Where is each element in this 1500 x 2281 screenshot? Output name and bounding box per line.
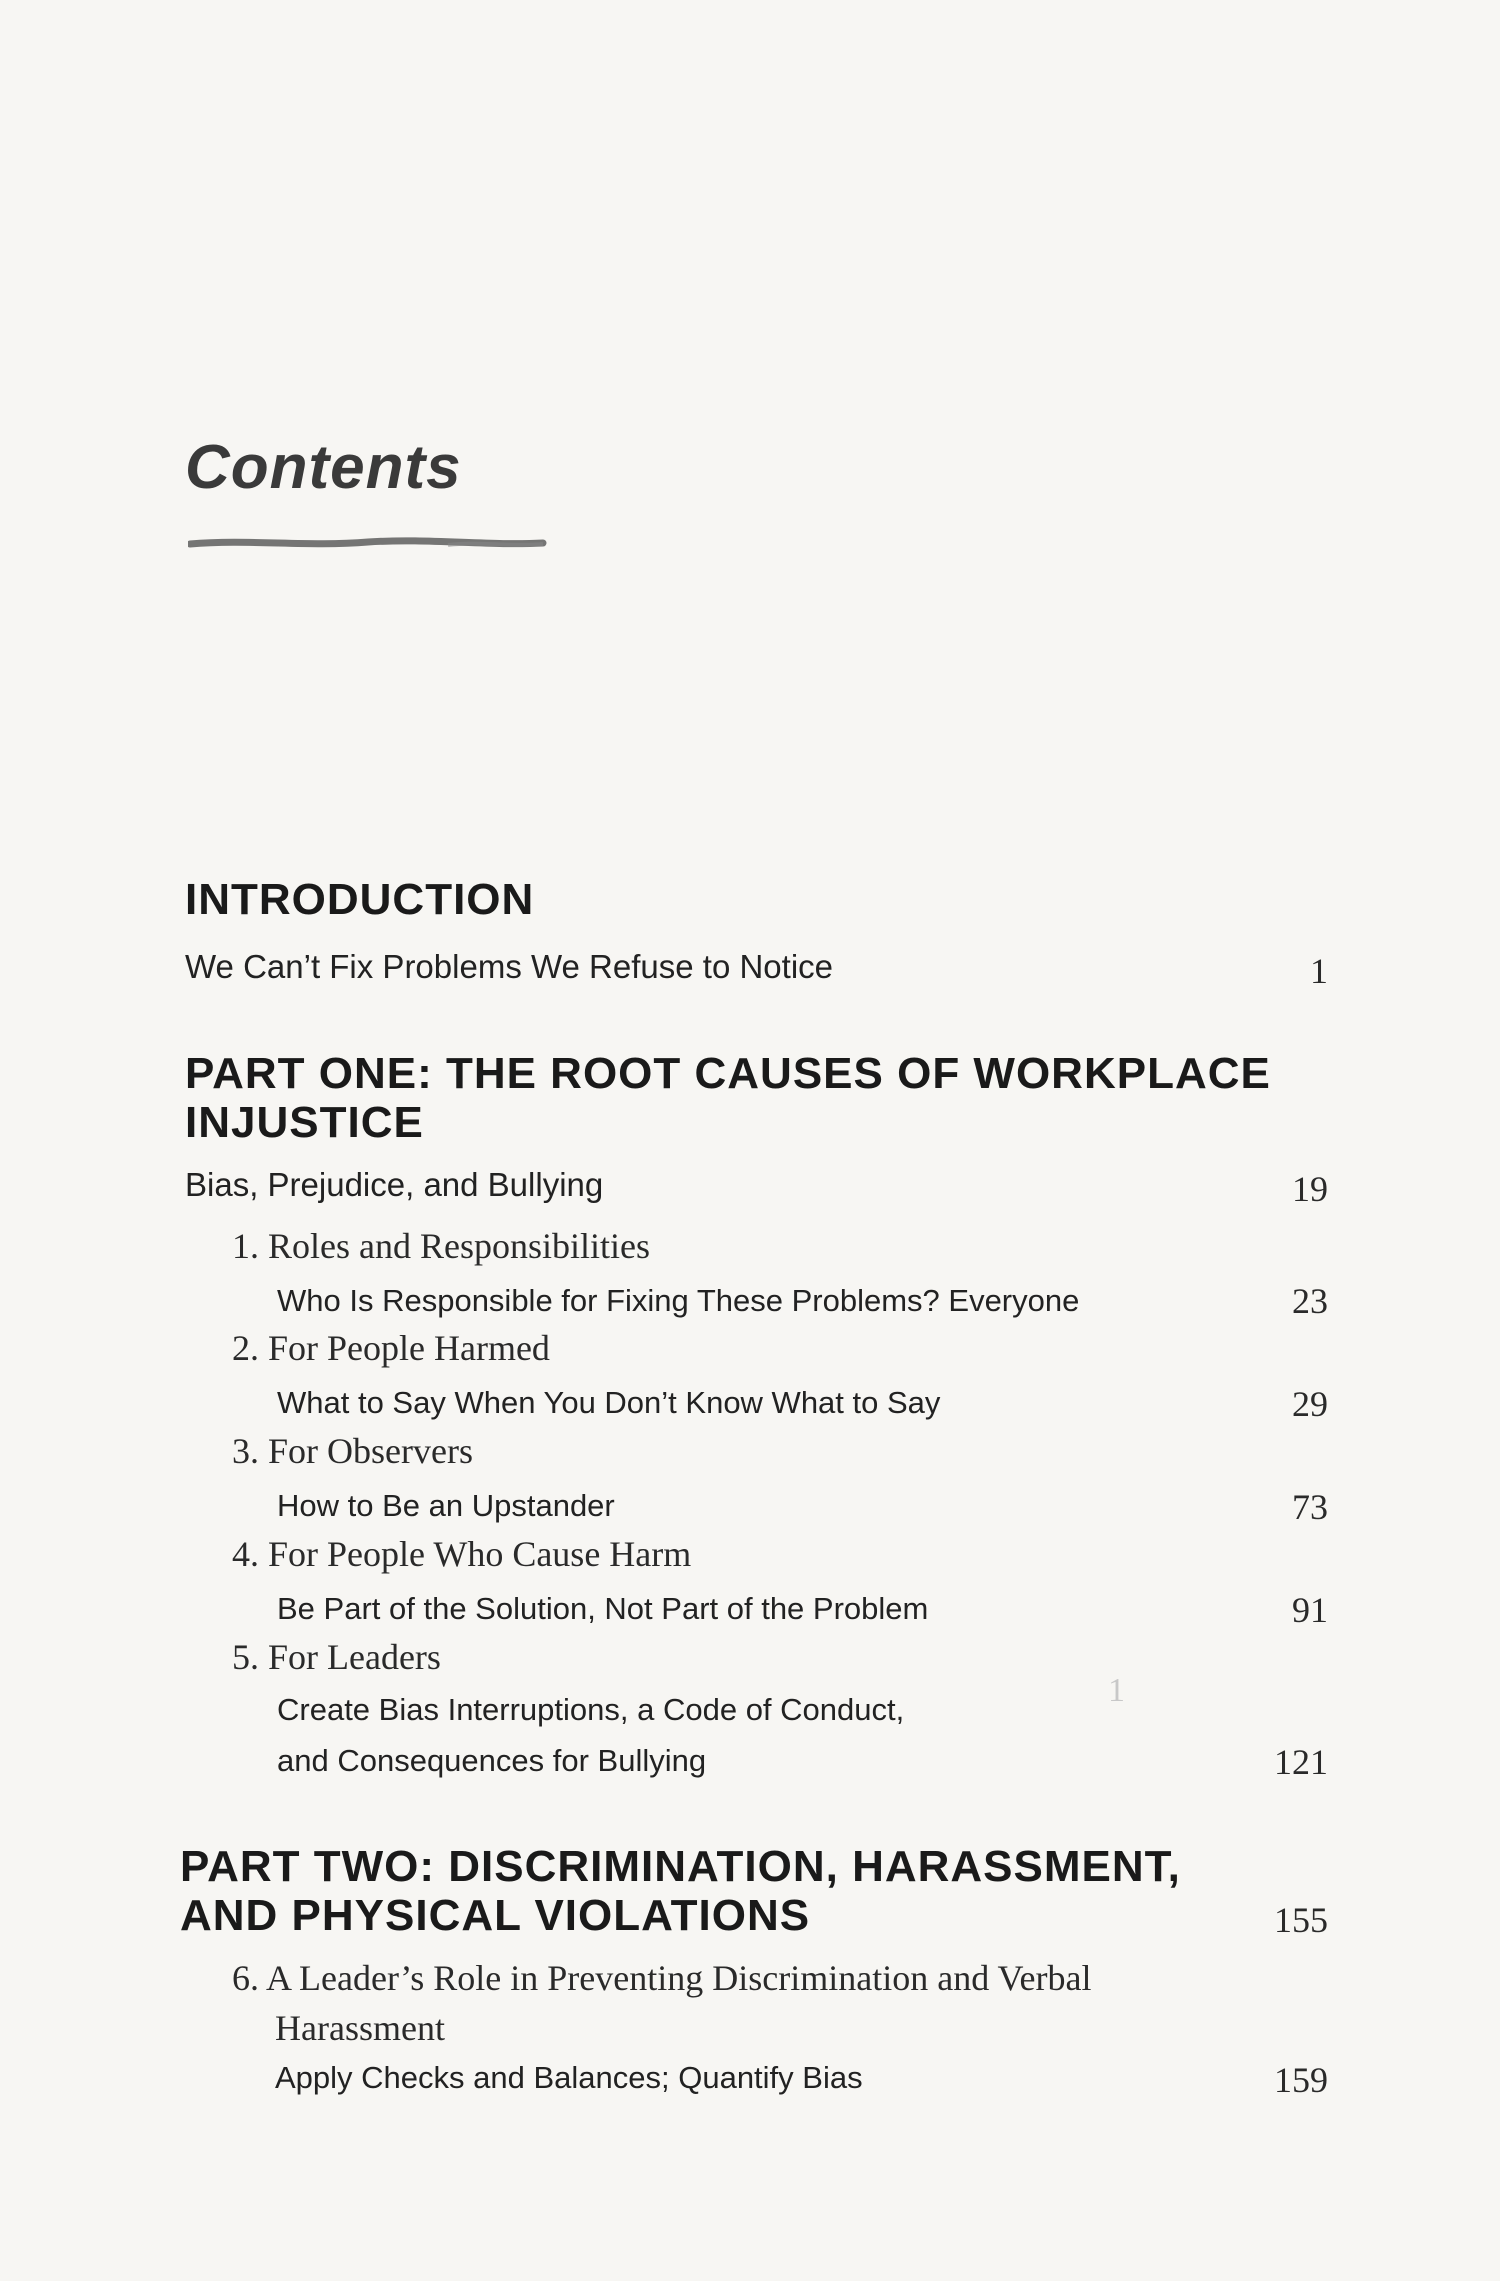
part-one-subtitle: Bias, Prejudice, and Bullying bbox=[185, 1166, 604, 1203]
introduction-heading: INTRODUCTION bbox=[185, 875, 535, 924]
chapter-6-title-line2: Harassment bbox=[275, 2008, 445, 2048]
part-two-heading-line2: AND PHYSICAL VIOLATIONS bbox=[180, 1891, 811, 1940]
chapter-4-page-number: 91 bbox=[1292, 1590, 1328, 1630]
chapter-2-title: 2. For People Harmed bbox=[232, 1328, 550, 1368]
chapter-5-subtitle-line1: Create Bias Interruptions, a Code of Conduct, bbox=[277, 1692, 905, 1727]
part-one-heading-line1: PART ONE: THE ROOT CAUSES OF WORKPLACE bbox=[185, 1049, 1271, 1098]
part-one-heading-line2: INJUSTICE bbox=[185, 1098, 424, 1147]
bleed-through-mark: 1 bbox=[1108, 1672, 1125, 1709]
chapter-2-page-number: 29 bbox=[1292, 1384, 1328, 1424]
part-one-page-number: 19 bbox=[1292, 1169, 1328, 1209]
chapter-1-page-number: 23 bbox=[1292, 1281, 1328, 1321]
chapter-6-title-line1: 6. A Leader’s Role in Preventing Discrimination and Verbal bbox=[232, 1958, 1092, 1998]
part-two-heading-line1: PART TWO: DISCRIMINATION, HARASSMENT, bbox=[180, 1842, 1181, 1891]
chapter-3-title: 3. For Observers bbox=[232, 1431, 473, 1471]
chapter-5-page-number: 121 bbox=[1274, 1742, 1328, 1782]
chapter-5-title: 5. For Leaders bbox=[232, 1637, 441, 1677]
chapter-1-title: 1. Roles and Responsibilities bbox=[232, 1226, 650, 1266]
chapter-3-subtitle: How to Be an Upstander bbox=[277, 1488, 615, 1523]
chapter-3-page-number: 73 bbox=[1292, 1487, 1328, 1527]
page-title: Contents bbox=[185, 433, 462, 502]
introduction-subtitle: We Can’t Fix Problems We Refuse to Notice bbox=[185, 948, 834, 985]
chapter-4-title: 4. For People Who Cause Harm bbox=[232, 1534, 692, 1574]
chapter-1-subtitle: Who Is Responsible for Fixing These Problems? Everyone bbox=[277, 1283, 1080, 1318]
title-underline-decoration bbox=[188, 535, 548, 553]
introduction-page-number: 1 bbox=[1310, 951, 1328, 991]
part-two-page-number: 155 bbox=[1274, 1900, 1328, 1940]
chapter-4-subtitle: Be Part of the Solution, Not Part of the Problem bbox=[277, 1591, 929, 1626]
chapter-6-subtitle: Apply Checks and Balances; Quantify Bias bbox=[275, 2060, 863, 2095]
chapter-6-page-number: 159 bbox=[1274, 2060, 1328, 2100]
chapter-5-subtitle-line2: and Consequences for Bullying bbox=[277, 1743, 707, 1778]
chapter-2-subtitle: What to Say When You Don’t Know What to Say bbox=[277, 1385, 941, 1420]
